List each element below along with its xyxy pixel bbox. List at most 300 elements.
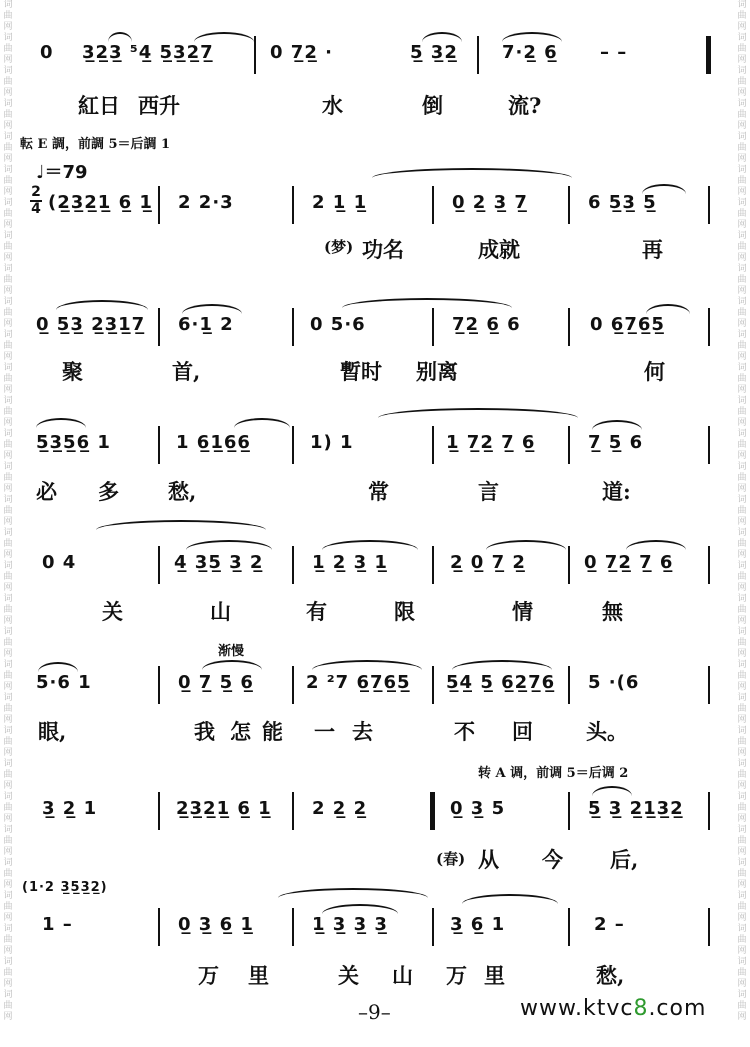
note-group: 1̲ 7̲2̲ 7̲ 6̲	[446, 432, 536, 453]
watermark-char: 网	[3, 550, 13, 560]
lyric: 关	[338, 963, 359, 988]
watermark-char: 网	[737, 880, 747, 890]
lyric: 能	[262, 719, 283, 744]
watermark-char: 词	[737, 264, 747, 274]
lyric: 别离	[416, 359, 458, 384]
watermark-char: 词	[737, 66, 747, 76]
note-group: 7̲2̲ 6̲ 6	[452, 314, 521, 335]
note-group: 2 1̲ 1̲	[312, 192, 368, 213]
watermark-char: 词	[737, 132, 747, 142]
note-group: 5̲ 3̲ 2̲1̲3̲2̲	[588, 798, 684, 819]
barline	[477, 36, 479, 74]
watermark-char: 词	[737, 891, 747, 901]
lyric: 言	[478, 479, 499, 504]
watermark-char: 网	[737, 814, 747, 824]
score-sheet	[22, 0, 728, 1047]
watermark-char: 词	[3, 198, 13, 208]
lyric: 回	[512, 719, 533, 744]
watermark-char: 词	[3, 363, 13, 373]
watermark-char: 网	[3, 517, 13, 527]
watermark-char: 词	[737, 363, 747, 373]
watermark-char: 曲	[3, 440, 13, 450]
note-group: 6 5̲3̲ 5̲	[588, 192, 657, 213]
watermark-char: 曲	[3, 605, 13, 615]
note-group: 5·6 1	[36, 672, 92, 693]
lyric: 万	[446, 963, 467, 988]
watermark-char: 词	[3, 66, 13, 76]
barline	[292, 308, 294, 346]
watermark-char: 词	[737, 297, 747, 307]
lyric: 愁,	[596, 963, 625, 988]
watermark-char: 曲	[737, 143, 747, 153]
watermark-char: 网	[737, 88, 747, 98]
lyric: (春)	[436, 850, 466, 868]
tempo-marking: ♩＝79	[36, 162, 88, 183]
watermark-char: 网	[3, 781, 13, 791]
watermark-char: 词	[737, 33, 747, 43]
lyric: 暫时	[340, 359, 382, 384]
watermark-char: 词	[3, 759, 13, 769]
note-group: 4̲ 3̲5̲ 3̲ 2̲	[174, 552, 264, 573]
watermark-char: 网	[737, 385, 747, 395]
lyric: 怎	[230, 719, 251, 744]
watermark-char: 网	[3, 22, 13, 32]
lyric: 西升	[138, 93, 180, 118]
barline	[708, 186, 710, 224]
lyric: 常	[368, 479, 389, 504]
watermark-char: 曲	[3, 506, 13, 516]
watermark-char: 网	[737, 154, 747, 164]
lyric: 首,	[172, 359, 201, 384]
watermark-char: 曲	[3, 209, 13, 219]
watermark-char: 词	[3, 528, 13, 538]
watermark-char: 词	[737, 165, 747, 175]
watermark-char: 词	[3, 330, 13, 340]
watermark-char: 曲	[3, 275, 13, 285]
barline	[158, 308, 160, 346]
watermark-char: 网	[737, 220, 747, 230]
watermark-char: 网	[3, 814, 13, 824]
slur	[372, 168, 572, 188]
watermark-char: 网	[737, 715, 747, 725]
watermark-char: 词	[737, 792, 747, 802]
barline	[568, 666, 570, 704]
watermark-char: 曲	[737, 968, 747, 978]
note-group: 1̲ 3̲ 3̲ 3̲	[312, 914, 388, 935]
watermark-char: 词	[737, 99, 747, 109]
slur	[96, 520, 266, 540]
barline	[432, 186, 434, 224]
note-group: 2 2̲ 2̲	[312, 798, 368, 819]
watermark-char: 网	[3, 484, 13, 494]
watermark-char: 网	[3, 682, 13, 692]
note-group: 3̲2̲3̲ ⁵4̲ 5̲3̲2̲7̲	[82, 42, 214, 63]
lyric: 成就	[478, 237, 520, 262]
barline	[708, 308, 710, 346]
watermark-char: 网	[737, 1012, 747, 1022]
watermark-char: 网	[737, 913, 747, 923]
watermark-char: 网	[737, 121, 747, 131]
watermark-char: 曲	[737, 275, 747, 285]
barline	[158, 546, 160, 584]
note-group: 0̲ 3̲ 6̲ 1̲	[178, 914, 254, 935]
barline	[254, 36, 256, 74]
barline	[292, 546, 294, 584]
watermark-char: 曲	[3, 572, 13, 582]
watermark-char: 网	[737, 253, 747, 263]
barline	[158, 908, 160, 946]
watermark-char: 曲	[3, 308, 13, 318]
note-group: 0̲ 3̲ 5	[450, 798, 506, 819]
watermark-char: 词	[3, 990, 13, 1000]
watermark-char: 词	[3, 297, 13, 307]
watermark-char: 网	[3, 451, 13, 461]
barline	[708, 792, 710, 830]
note-group: 2 2·3	[178, 192, 234, 213]
barline	[708, 546, 710, 584]
lyric: 今	[542, 847, 563, 872]
watermark-char: 词	[737, 660, 747, 670]
watermark-char: 词	[3, 594, 13, 604]
watermark-char: 曲	[737, 506, 747, 516]
watermark-char: 曲	[737, 704, 747, 714]
slur	[378, 408, 578, 428]
note-group: (2̲3̲2̲1̲ 6̲ 1̲	[48, 192, 153, 213]
watermark-char: 网	[3, 55, 13, 65]
barline	[292, 186, 294, 224]
note-group: 1 6̲1̲6̲6̲	[176, 432, 251, 453]
watermark-char: 词	[3, 825, 13, 835]
watermark-char: 网	[737, 748, 747, 758]
watermark-char: 词	[3, 165, 13, 175]
notes-line	[22, 426, 728, 466]
watermark-char: 词	[3, 132, 13, 142]
barline	[432, 666, 434, 704]
watermark-char: 词	[3, 627, 13, 637]
watermark-char: 网	[3, 913, 13, 923]
barline	[568, 546, 570, 584]
watermark-char: 曲	[737, 374, 747, 384]
lyric: 流?	[508, 93, 542, 118]
note-group: 5 ·(6	[588, 672, 640, 693]
watermark-char: 网	[737, 781, 747, 791]
watermark-char: 网	[3, 880, 13, 890]
watermark-char: 曲	[737, 407, 747, 417]
watermark-char: 曲	[737, 935, 747, 945]
watermark-char: 网	[3, 418, 13, 428]
watermark-char: 词	[3, 891, 13, 901]
barline	[568, 426, 570, 464]
watermark-char: 词	[737, 495, 747, 505]
lyric: 水	[322, 93, 343, 118]
watermark-char: 网	[3, 253, 13, 263]
lyric: 里	[484, 963, 505, 988]
watermark-char: 词	[3, 264, 13, 274]
tempo-mark-ritardando: 渐慢	[218, 644, 245, 659]
watermark-char: 网	[3, 649, 13, 659]
watermark-char: 曲	[737, 11, 747, 21]
watermark-char: 网	[3, 385, 13, 395]
watermark-right	[735, 0, 749, 1047]
note-group: 2 –	[594, 914, 625, 935]
note-group: 1 –	[42, 914, 73, 935]
lyric: 道:	[602, 479, 631, 504]
watermark-char: 网	[3, 847, 13, 857]
watermark-char: 词	[737, 924, 747, 934]
note-group: – –	[600, 42, 628, 63]
watermark-char: 曲	[737, 638, 747, 648]
watermark-char: 词	[3, 0, 13, 10]
note-group: 7̲ 5̲ 6	[588, 432, 644, 453]
lyric: 山	[210, 599, 231, 624]
lyric: 有	[306, 599, 327, 624]
barline	[432, 426, 434, 464]
watermark-char: 词	[3, 660, 13, 670]
watermark-char: 网	[737, 682, 747, 692]
watermark-char: 词	[3, 561, 13, 571]
watermark-char: 曲	[3, 44, 13, 54]
watermark-char: 网	[3, 121, 13, 131]
lyric: 山	[392, 963, 413, 988]
watermark-char: 词	[3, 792, 13, 802]
watermark-char: 词	[3, 693, 13, 703]
watermark-char: 曲	[3, 407, 13, 417]
lyric: 情	[512, 599, 533, 624]
watermark-char: 曲	[737, 671, 747, 681]
note-group: 2̲3̲2̲1̲ 6̲ 1̲	[176, 798, 272, 819]
barline	[708, 908, 710, 946]
lyric: 后,	[610, 847, 639, 872]
watermark-char: 曲	[737, 242, 747, 252]
lyric: 倒	[422, 93, 443, 118]
watermark-char: 曲	[3, 803, 13, 813]
lyric: 聚	[62, 359, 83, 384]
lyric: 不	[454, 719, 475, 744]
lyric: 功名	[362, 237, 404, 262]
barline	[432, 908, 434, 946]
watermark-char: 网	[3, 319, 13, 329]
watermark-char: 词	[737, 231, 747, 241]
notes-line	[22, 880, 728, 948]
watermark-char: 曲	[3, 473, 13, 483]
watermark-char: 词	[737, 825, 747, 835]
watermark-char: 曲	[737, 770, 747, 780]
watermark-char: 词	[737, 429, 747, 439]
watermark-char: 网	[3, 187, 13, 197]
watermark-char: 网	[737, 22, 747, 32]
watermark-char: 曲	[3, 671, 13, 681]
watermark-char: 词	[737, 330, 747, 340]
watermark-char: 词	[3, 396, 13, 406]
watermark-char: 网	[737, 55, 747, 65]
notes-line	[22, 186, 728, 226]
grace-notes: (1·2 3̲5̲3̲2̲)	[22, 880, 108, 895]
site-watermark: www.ktvc8.com	[520, 996, 707, 1021]
watermark-char: 网	[737, 847, 747, 857]
note-group: 5̲ 3̲2̲	[410, 42, 458, 63]
watermark-char: 网	[737, 583, 747, 593]
watermark-char: 词	[3, 924, 13, 934]
barline	[708, 426, 710, 464]
note-group: 0 7̲2̲ ·	[270, 42, 333, 63]
barline	[158, 186, 160, 224]
lyric: 限	[394, 599, 415, 624]
watermark-char: 曲	[3, 638, 13, 648]
barline	[706, 36, 711, 74]
lyric: 眼,	[38, 719, 67, 744]
barline	[568, 792, 570, 830]
lyric: 何	[644, 359, 665, 384]
watermark-char: 曲	[3, 143, 13, 153]
note-group: 3̲ 2̲ 1	[42, 798, 98, 819]
watermark-char: 网	[737, 418, 747, 428]
watermark-char: 曲	[737, 539, 747, 549]
note-group: 1̲ 2̲ 3̲ 1̲	[312, 552, 388, 573]
watermark-char: 曲	[3, 704, 13, 714]
watermark-char: 曲	[3, 836, 13, 846]
watermark-char: 网	[3, 352, 13, 362]
watermark-char: 曲	[3, 902, 13, 912]
barline	[568, 186, 570, 224]
watermark-char: 网	[737, 979, 747, 989]
watermark-char: 曲	[3, 1001, 13, 1011]
watermark-char: 词	[737, 396, 747, 406]
watermark-char: 词	[737, 627, 747, 637]
barline	[292, 792, 294, 830]
watermark-char: 曲	[3, 968, 13, 978]
watermark-char: 词	[3, 99, 13, 109]
note-group: 5̲4̲ 5̲ 6̲2̲7̲6̲	[446, 672, 556, 693]
watermark-char: 网	[737, 319, 747, 329]
notes-line	[22, 792, 728, 832]
lyric: 必	[36, 479, 57, 504]
watermark-char: 曲	[3, 770, 13, 780]
note-group: 6·1̲ 2	[178, 314, 234, 335]
watermark-char: 曲	[737, 341, 747, 351]
watermark-char: 曲	[737, 1001, 747, 1011]
barline	[292, 908, 294, 946]
lyric: 从	[478, 847, 499, 872]
watermark-char: 网	[3, 715, 13, 725]
watermark-char: 曲	[737, 440, 747, 450]
barline	[158, 792, 160, 830]
note-group: 0 6̲7̲6̲5̲	[590, 314, 665, 335]
notes-line	[22, 546, 728, 586]
note-group: 0 4	[42, 552, 77, 573]
lyric: 一	[314, 719, 335, 744]
watermark-char: 网	[3, 220, 13, 230]
watermark-char: 网	[737, 286, 747, 296]
watermark-char: 曲	[737, 209, 747, 219]
watermark-char: 词	[3, 33, 13, 43]
note-group: 5̲3̲5̲6̲ 1	[36, 432, 111, 453]
watermark-char: 词	[737, 0, 747, 10]
lyric: 关	[102, 599, 123, 624]
watermark-char: 网	[737, 484, 747, 494]
time-signature: 2 4	[31, 184, 41, 217]
lyric: (梦)	[324, 238, 354, 256]
barline	[568, 908, 570, 946]
watermark-char: 网	[737, 352, 747, 362]
watermark-char: 网	[737, 550, 747, 560]
page-number: –9–	[358, 1000, 391, 1024]
watermark-char: 曲	[737, 308, 747, 318]
watermark-char: 曲	[3, 374, 13, 384]
watermark-char: 网	[737, 616, 747, 626]
watermark-char: 词	[3, 429, 13, 439]
watermark-char: 词	[737, 990, 747, 1000]
watermark-char: 曲	[3, 869, 13, 879]
barline	[432, 308, 434, 346]
note-group: 0	[40, 42, 54, 63]
watermark-char: 曲	[737, 902, 747, 912]
lyric: 無	[602, 599, 623, 624]
watermark-char: 曲	[3, 341, 13, 351]
key-change-annotation: 转 A 调，前调 5＝后调 2	[478, 766, 629, 781]
watermark-char: 词	[737, 198, 747, 208]
watermark-char: 曲	[737, 836, 747, 846]
watermark-char: 曲	[3, 935, 13, 945]
watermark-char: 网	[3, 748, 13, 758]
watermark-char: 网	[737, 649, 747, 659]
watermark-char: 曲	[737, 605, 747, 615]
watermark-char: 词	[737, 957, 747, 967]
watermark-char: 词	[3, 231, 13, 241]
lyric: 去	[352, 719, 373, 744]
watermark-char: 曲	[737, 737, 747, 747]
barline	[158, 426, 160, 464]
watermark-char: 曲	[737, 176, 747, 186]
barline	[432, 546, 434, 584]
watermark-char: 网	[737, 946, 747, 956]
lyric: 多	[98, 479, 119, 504]
note-group: 0 5·6	[310, 314, 366, 335]
watermark-char: 词	[737, 462, 747, 472]
watermark-char: 曲	[737, 110, 747, 120]
watermark-char: 词	[737, 726, 747, 736]
barline	[568, 308, 570, 346]
lyric: 紅日	[78, 93, 120, 118]
watermark-char: 曲	[3, 11, 13, 21]
watermark-char: 网	[3, 88, 13, 98]
watermark-char: 词	[737, 528, 747, 538]
watermark-char: 曲	[3, 77, 13, 87]
watermark-char: 曲	[737, 473, 747, 483]
barline	[158, 666, 160, 704]
notes-line	[22, 308, 728, 348]
note-group: 2̲ 0̲ 7̲ 2̲	[450, 552, 526, 573]
watermark-char: 词	[737, 561, 747, 571]
watermark-char: 网	[3, 616, 13, 626]
barline	[708, 666, 710, 704]
watermark-char: 词	[737, 858, 747, 868]
lyric: 再	[642, 237, 663, 262]
watermark-char: 网	[737, 187, 747, 197]
watermark-char: 词	[737, 594, 747, 604]
lyric: 里	[248, 963, 269, 988]
watermark-char: 曲	[737, 572, 747, 582]
watermark-char: 网	[3, 154, 13, 164]
watermark-char: 曲	[3, 242, 13, 252]
watermark-char: 曲	[3, 110, 13, 120]
lyric: 愁,	[168, 479, 197, 504]
watermark-char: 曲	[737, 77, 747, 87]
note-group: 0̲ 7̲2̲ 7̲ 6̲	[584, 552, 674, 573]
lyric: 我	[194, 719, 215, 744]
barline	[292, 426, 294, 464]
watermark-char: 曲	[737, 869, 747, 879]
watermark-char: 曲	[3, 176, 13, 186]
